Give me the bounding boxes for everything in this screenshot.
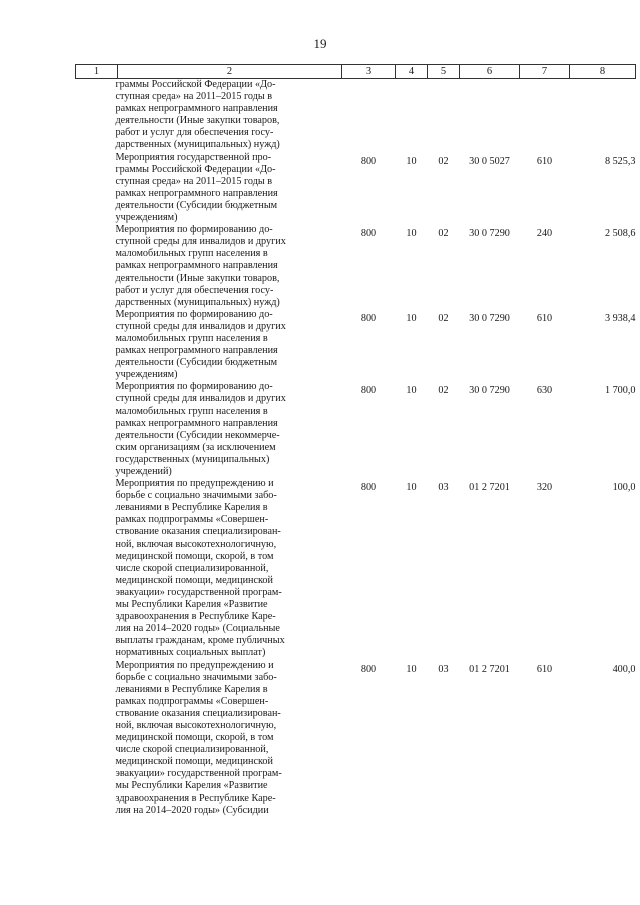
cell-ministry: 800 — [360, 482, 377, 494]
cell-target-article: 30 0 7290 — [469, 228, 510, 240]
table-row — [76, 224, 636, 309]
cell-expense-type: 610 — [536, 155, 553, 167]
header-col-2: 2 — [118, 65, 342, 79]
cell-section: 10 — [406, 385, 417, 397]
cell-ministry: 800 — [360, 228, 377, 240]
table-row — [76, 660, 636, 817]
cell-subsection: 02 — [438, 385, 449, 397]
cell-ministry: 800 — [360, 385, 377, 397]
header-row — [76, 65, 636, 79]
row-description: Мероприятия по формированию до- ступной среды для инвалидов и других маломобильных групп населения в рамках непрограммного направления деятельности (Субсидии некоммерче- ским организациям (за исключением государственных (муниципальных) учреждений) — [115, 381, 286, 477]
row-description: Мероприятия государственной про- граммы Российской Федерации «До- ступная среда» на 2011–2015 годы в рамках непрограммного направления деятельности (Субсидии бюджетным учреждениям) — [115, 151, 278, 224]
row-description: Мероприятия по формированию до- ступной среды для инвалидов и других маломобильных групп населения в рамках непрограммного направления деятельности (Субсидии бюджетным учреждениям) — [115, 308, 286, 381]
continuation-row — [76, 79, 636, 152]
cell-target-article: 30 0 7290 — [469, 312, 510, 324]
continuation-text: граммы Российской Федерации «До- ступная среда» на 2011–2015 годы в рамках непрограммного направления деятельности (Иные закупки товаров, работ и услуг для обеспечения госу- дарственных (муниципальных) нужд) — [115, 79, 280, 151]
header-col-4: 4 — [396, 65, 428, 79]
cell-expense-type: 320 — [536, 482, 553, 494]
cell-expense-type: 240 — [536, 228, 553, 240]
cell-ministry: 800 — [360, 312, 377, 324]
header-col-7: 7 — [520, 65, 570, 79]
header-col-1: 1 — [76, 65, 118, 79]
cell-subsection: 03 — [438, 482, 449, 494]
cell-section: 10 — [406, 312, 417, 324]
cell-target-article: 30 0 5027 — [469, 155, 510, 167]
cell-amount: 8 525,3 — [604, 155, 636, 167]
cell-subsection: 02 — [438, 312, 449, 324]
cell-amount: 3 938,4 — [604, 312, 636, 324]
cell-amount: 100,0 — [612, 482, 636, 494]
row-description: Мероприятия по предупреждению и борьбе с социально значимыми забо- леваниями в Республике Карелия в рамках подпрограммы «Совершен- ствование оказания специализирован- ной, включая высокотехнологичную, медицинской помощи, скорой, в том числе скорой специализированной, медицинской помощи, медицинской эвакуации» государственной програм- мы Республики Карелия «Развитие здравоохранения в Республике Каре- лия на 2014–2020 годы» (Субсидии — [115, 659, 282, 816]
table-row — [76, 152, 636, 225]
cell-target-article: 01 2 7201 — [469, 482, 510, 494]
header-col-6: 6 — [460, 65, 520, 79]
cell-amount: 400,0 — [612, 663, 636, 675]
cell-target-article: 30 0 7290 — [469, 385, 510, 397]
header-col-8: 8 — [570, 65, 636, 79]
cell-amount: 2 508,6 — [604, 228, 636, 240]
cell-section: 10 — [406, 228, 417, 240]
cell-section: 10 — [406, 155, 417, 167]
cell-ministry: 800 — [360, 663, 377, 675]
cell-section: 10 — [406, 482, 417, 494]
table-row — [76, 309, 636, 382]
header-col-3: 3 — [342, 65, 396, 79]
budget-table — [75, 64, 636, 817]
cell-amount: 1 700,0 — [604, 385, 636, 397]
cell-expense-type: 610 — [536, 663, 553, 675]
page-number: 19 — [313, 36, 327, 51]
table-row — [76, 478, 636, 659]
cell-expense-type: 630 — [536, 385, 553, 397]
table-row — [76, 381, 636, 478]
cell-target-article: 01 2 7201 — [469, 663, 510, 675]
row-description: Мероприятия по формированию до- ступной среды для инвалидов и других маломобильных групп населения в рамках непрограммного направления деятельности (Иные закупки товаров, работ и услуг для обеспечения госу- дарственных (муниципальных) нужд) — [115, 224, 286, 308]
header-col-5: 5 — [428, 65, 460, 79]
cell-ministry: 800 — [360, 155, 377, 167]
cell-section: 10 — [406, 663, 417, 675]
cell-expense-type: 610 — [536, 312, 553, 324]
cell-subsection: 03 — [438, 663, 449, 675]
cell-subsection: 02 — [438, 155, 449, 167]
row-description: Мероприятия по предупреждению и борьбе с социально значимыми забо- леваниями в Республике Карелия в рамках подпрограммы «Совершен- ствование оказания специализирован- ной, включая высокотехнологичную, медицинской помощи, скорой, в том числе скорой специализированной, медицинской помощи, медицинской эвакуации» государственной програм- мы Республики Карелия «Развитие здравоохранения в Республике Каре- лия на 2014–2020 годы» (Социальные выплаты гражданам, кроме публичных нормативных социальных выплат) — [115, 478, 285, 659]
cell-subsection: 02 — [438, 228, 449, 240]
